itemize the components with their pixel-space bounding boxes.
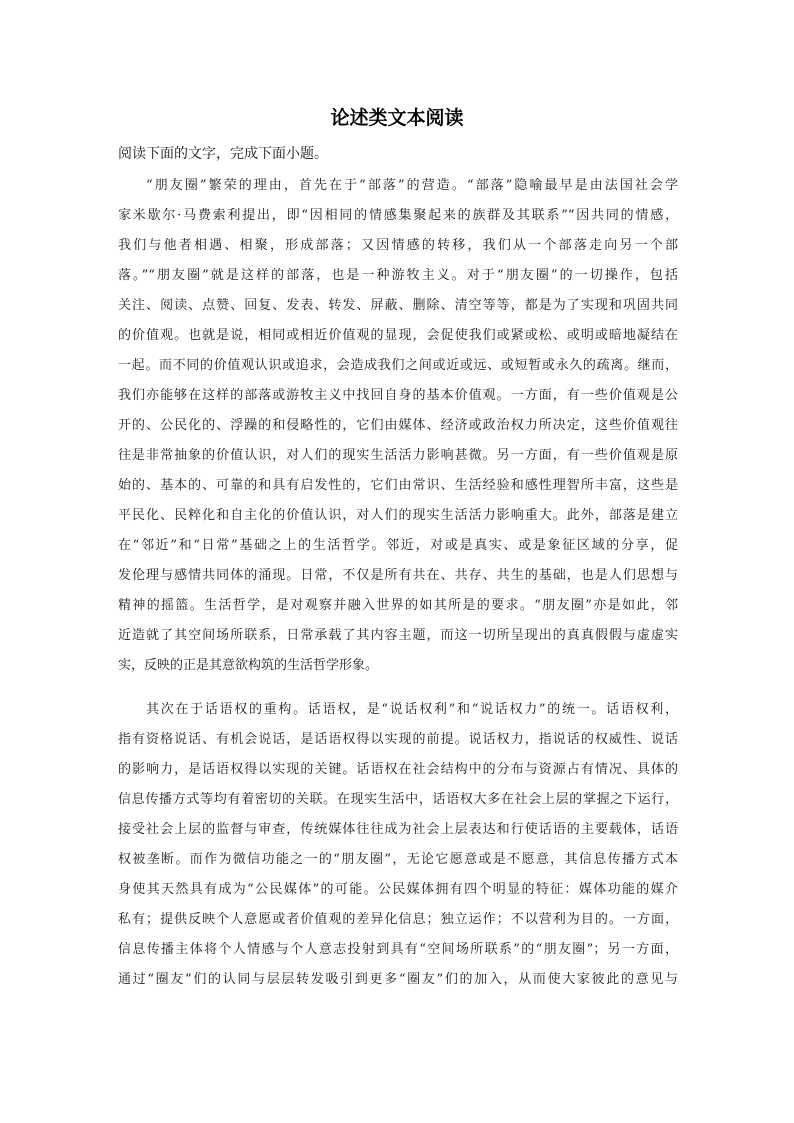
paragraph-2-line: 信息传播方式等均有着密切的关联。在现实生活中，话语权大多在社会上层的掌握之下运行， [118, 792, 678, 807]
paragraph-1-line: 发伦理与感情共同体的涌现。日常，不仅是所有共在、共存、共生的基础，也是人们思想与 [118, 568, 678, 583]
paragraph-2-line: 身使其天然具有成为“公民媒体”的可能。公民媒体拥有四个明显的特征：媒体功能的媒介 [118, 882, 678, 897]
paragraph-2-line: 指有资格说话、有机会说话，是话语权得以实现的前提。说话权力，指说话的权威性、说话 [118, 732, 678, 747]
paragraph-1-line: 我们与他者相遇、相聚，形成部落；又因情感的转移，我们从一个部落走向另一个部 [118, 238, 678, 253]
paragraph-2-line: 私有；提供反映个人意愿或者价值观的差异化信息；独立运作；不以营利为目的。一方面， [118, 912, 678, 927]
paragraph-1-line: “朋友圈”繁荣的理由，首先在于“部落”的营造。“部落”隐喻最早是由法国社会学 [146, 178, 678, 193]
paragraph-1-line: 关注、阅读、点赞、回复、发表、转发、屏蔽、删除、清空等等，都是为了实现和巩固共同 [118, 298, 678, 313]
paragraph-1-line: 家米歇尔·马费索利提出，即“因相同的情感集聚起来的族群及其联系”“因共同的情感， [118, 208, 678, 223]
paragraph-1-line: 的价值观。也就是说，相同或相近价值观的显现，会促使我们或紧或松、或明或暗地凝结在 [118, 328, 678, 343]
paragraph-1-line: 精神的摇篮。生活哲学，是对观察并融入世界的如其所是的要求。“朋友圈”亦是如此，邻 [118, 598, 678, 613]
paragraph-1-line: 往是非常抽象的价值认识，对人们的现实生活活力影响甚微。另一方面，有一些价值观是原 [118, 448, 678, 463]
paragraph-2-line: 接受社会上层的监督与审查，传统媒体往往成为社会上层表达和行使话语的主要载体，话语 [118, 822, 678, 837]
paragraph-1-line: 实，反映的正是其意欲构筑的生活哲学形象。 [118, 658, 379, 673]
paragraph-2-line: 通过“圈友”们的认同与层层转发吸引到更多“圈友”们的加入，从而使大家彼此的意见与 [118, 972, 678, 987]
paragraph-1-line: 开的、公民化的、浮躁的和侵略性的，它们由媒体、经济或政治权力所决定，这些价值观往 [118, 418, 678, 433]
paragraph-2-line: 信息传播主体将个人情感与个人意志投射到具有“空间场所联系”的“朋友圈”；另一方面， [118, 942, 678, 957]
paragraph-2-line: 权被垄断。而作为微信功能之一的“朋友圈”，无论它愿意或是不愿意，其信息传播方式本 [118, 852, 678, 867]
paragraph-1-line: 平民化、民粹化和自主化的价值认识，对人们的现实生活活力影响重大。此外，部落是建立 [118, 508, 678, 523]
document-title: 论述类文本阅读 [330, 107, 464, 129]
paragraph-2-line: 的影响力，是话语权得以实现的关键。话语权在社会结构中的分布与资源占有情况、具体的 [118, 762, 678, 777]
reading-instruction: 阅读下面的文字，完成下面小题。 [118, 146, 328, 162]
paragraph-1-line: 近造就了其空间场所联系，日常承载了其内容主题，而这一切所呈现出的真真假假与虚虚实 [118, 628, 678, 643]
paragraph-2-line: 其次在于话语权的重构。话语权，是“说话权利”和“说话权力”的统一。话语权利， [146, 702, 678, 717]
paragraph-1-line: 我们亦能够在这样的部落或游牧主义中找回自身的基本价值观。一方面，有一些价值观是公 [118, 388, 678, 403]
paragraph-1-line: 落。”“朋友圈”就是这样的部落，也是一种游牧主义。对于“朋友圈”的一切操作，包括 [118, 268, 678, 283]
paragraph-1-line: 一起。而不同的价值观认识或追求，会造成我们之间或近或远、或短暂或永久的疏离。继而， [118, 358, 678, 373]
paragraph-1-line: 在“邻近”和“日常”基础之上的生活哲学。邻近，对或是真实、或是象征区域的分享，促 [118, 538, 678, 553]
paragraph-1-line: 始的、基本的、可靠的和具有启发性的，它们由常识、生活经验和感性理智所丰富，这些是 [118, 478, 678, 493]
